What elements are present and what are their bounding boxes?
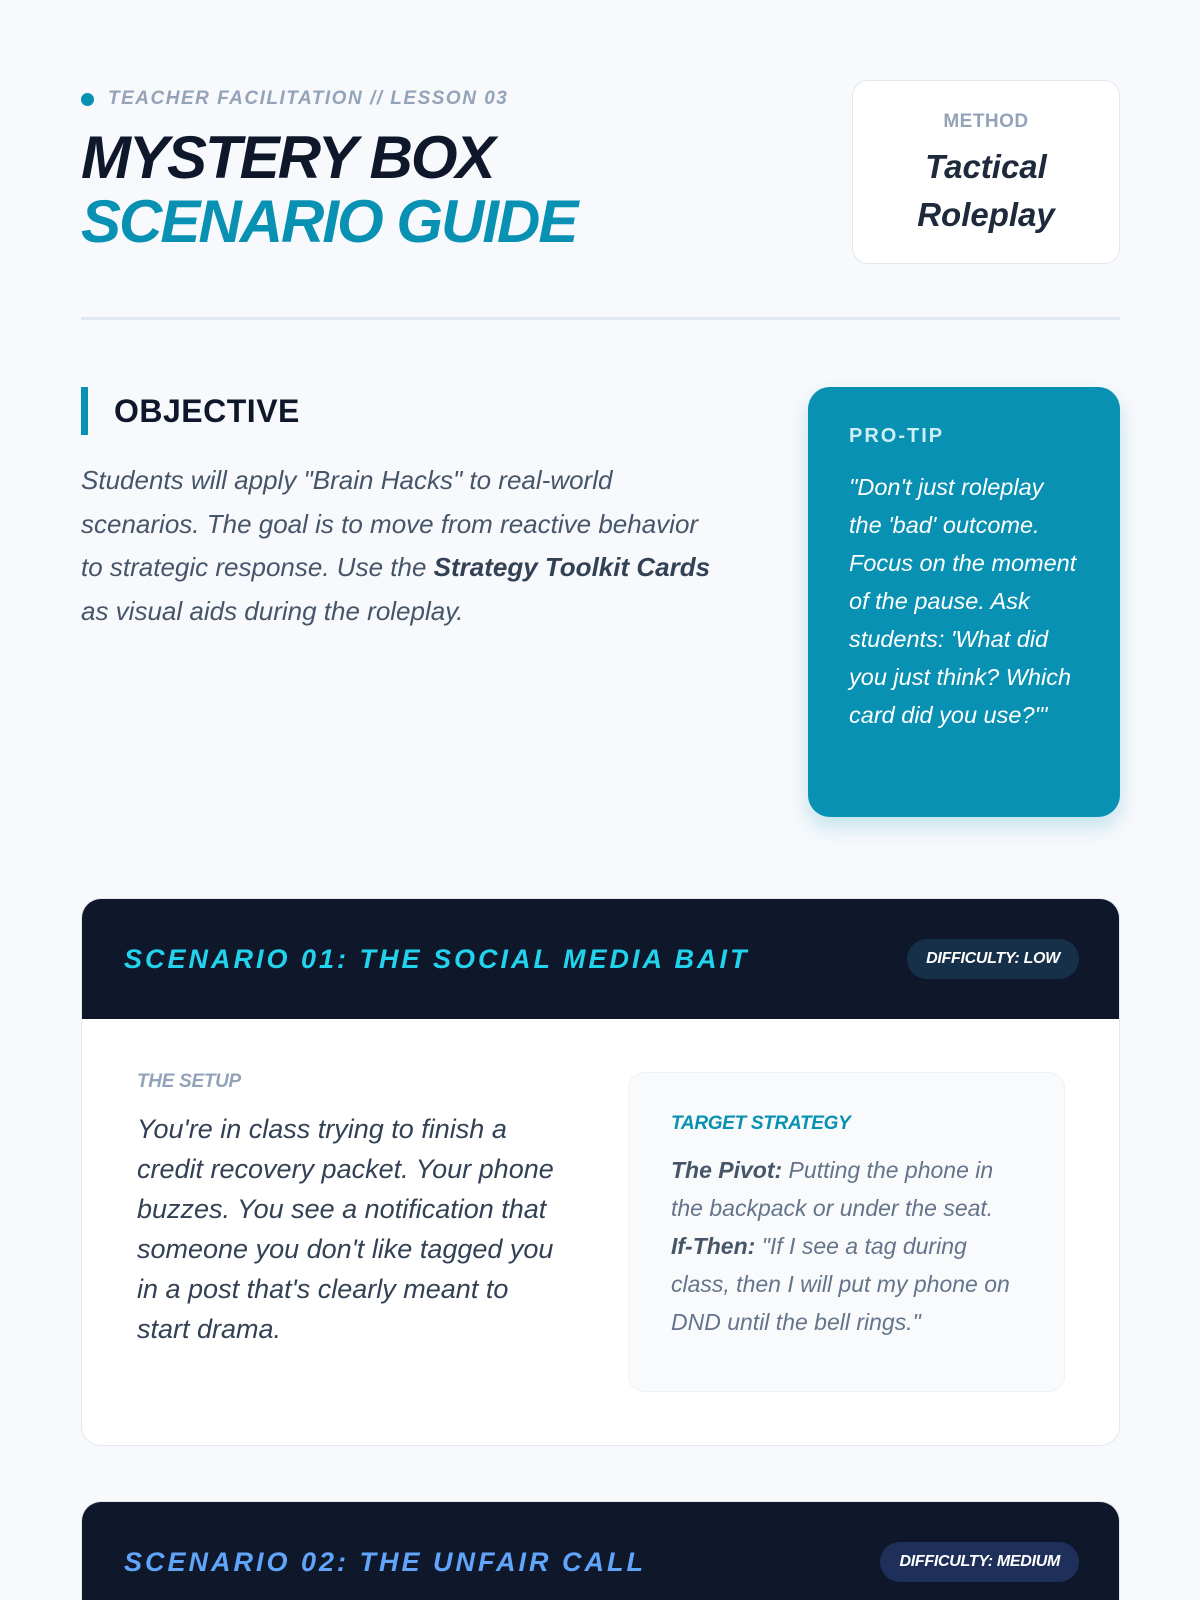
- header-divider: [81, 317, 1120, 320]
- scenario-header: [82, 899, 1119, 1019]
- if-then-text: "If I see a tag during class, then I will put my phone on DND until the bell rings.": [671, 1233, 1010, 1335]
- setup-label: THE SETUP: [137, 1071, 241, 1092]
- method-label: METHOD: [943, 111, 1029, 132]
- pro-tip-card: [808, 387, 1120, 817]
- scenario-card: [81, 1501, 1120, 1600]
- target-strategy-label: TARGET STRATEGY: [671, 1113, 851, 1134]
- pro-tip-quote: "Don't just roleplay the 'bad' outcome. Focus on the moment of the pause. Ask students: 'What did you just think? Which card did you use?'": [849, 474, 1077, 728]
- page-title: [81, 126, 576, 254]
- pro-tip-label: PRO-TIP: [849, 425, 945, 447]
- scenario-card: [81, 898, 1120, 1446]
- kicker: [81, 88, 508, 110]
- title-line-2: SCENARIO GUIDE: [81, 188, 577, 255]
- header: [81, 80, 1120, 264]
- method-card: [852, 80, 1120, 264]
- pivot-label: The Pivot:: [671, 1157, 783, 1183]
- pivot-text: Putting the phone in the backpack or under the seat.: [671, 1157, 994, 1221]
- scenario-title: SCENARIO 02: THE UNFAIR CALL: [124, 1546, 647, 1577]
- setup-text: You're in class trying to finish a credit recovery packet. Your phone buzzes. You see a notification that someone you don't like tagged you in a post that's clearly meant to start drama.: [137, 1114, 554, 1344]
- objective-text-2: as visual aids during the roleplay.: [81, 595, 464, 626]
- setup-block: [137, 1071, 557, 1349]
- objective-heading: OBJECTIVE: [114, 392, 300, 429]
- target-strategy-text: [671, 1151, 1024, 1341]
- scenario-header: [82, 1502, 1119, 1600]
- title-line-1: MYSTERY BOX: [81, 124, 494, 191]
- if-then-label: If-Then:: [671, 1233, 756, 1259]
- objective-body: [81, 459, 721, 633]
- accent-bar: [81, 387, 88, 435]
- scenario-title: SCENARIO 01: THE SOCIAL MEDIA BAIT: [124, 943, 750, 974]
- objective-section: [81, 387, 721, 633]
- objective-bold-text: Strategy Toolkit Cards: [433, 552, 711, 582]
- method-value-line-1: Tactical: [925, 148, 1047, 185]
- objective-text-1: Students will apply "Brain Hacks" to real-world scenarios. The goal is to move from reactive behavior to strategic response. Use the: [81, 465, 699, 582]
- difficulty-badge: DIFFICULTY: MEDIUM: [880, 1542, 1079, 1582]
- target-strategy-box: [628, 1072, 1065, 1392]
- kicker-text: TEACHER FACILITATION // LESSON 03: [108, 88, 509, 109]
- bullet-dot-icon: [81, 93, 94, 106]
- objective-heading-row: [81, 387, 721, 435]
- difficulty-badge: DIFFICULTY: LOW: [907, 939, 1079, 979]
- method-value-line-2: Roleplay: [917, 196, 1055, 233]
- method-value: [853, 143, 1119, 239]
